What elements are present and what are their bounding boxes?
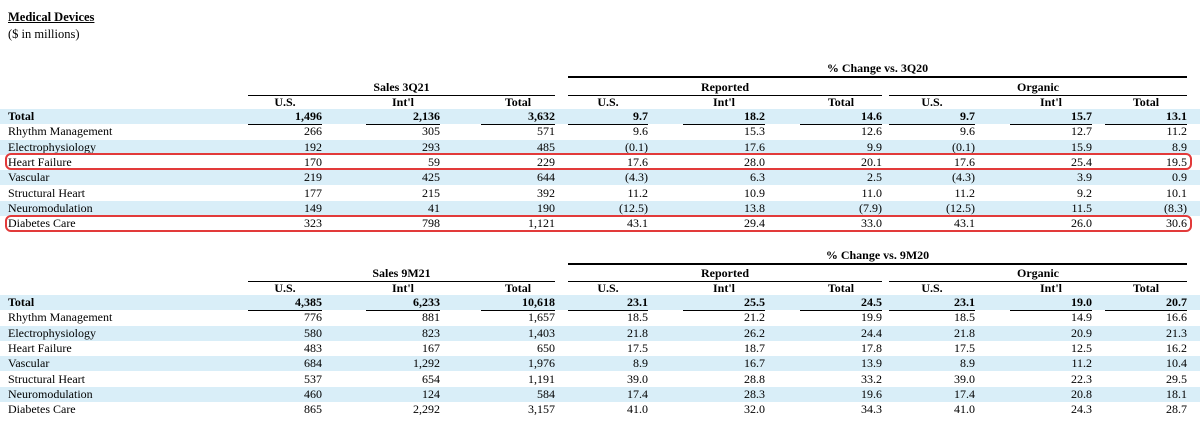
row-value: 25.5 [744, 295, 765, 309]
table-row [0, 356, 1200, 371]
table-row [0, 402, 1200, 417]
row-value: 21.8 [627, 325, 648, 340]
row-value: 17.4 [627, 386, 648, 401]
table-row [0, 140, 1200, 155]
row-value: (8.3) [1164, 200, 1187, 215]
row-value: 11.2 [1166, 124, 1187, 139]
row-value: 483 [304, 340, 322, 355]
row-value: 9.7 [960, 109, 975, 123]
row-value: 9.6 [633, 124, 648, 139]
row-value: 584 [537, 386, 555, 401]
row-value: 305 [422, 124, 440, 139]
row-value: 177 [304, 185, 322, 200]
row-value: 10,618 [522, 295, 555, 309]
row-value: 11.5 [1071, 200, 1092, 215]
table-row [0, 372, 1200, 387]
pct-change-rule [568, 76, 1187, 78]
row-value: 18.2 [744, 109, 765, 123]
row-label: Vascular [8, 356, 50, 371]
row-value: 2,292 [413, 402, 440, 417]
row-value: 24.4 [861, 325, 882, 340]
row-value: 10.1 [1166, 185, 1187, 200]
row-value: 17.4 [954, 386, 975, 401]
row-value: 9.7 [633, 109, 648, 123]
highlight-box [5, 215, 1192, 232]
row-value: 11.2 [954, 185, 975, 200]
row-value: 229 [537, 154, 555, 169]
row-value: 41 [428, 200, 440, 215]
column-header: U.S. [274, 95, 296, 109]
row-value: 41.0 [954, 402, 975, 417]
column-header: Int'l [391, 95, 414, 109]
column-header: U.S. [921, 95, 943, 109]
row-value: 30.6 [1166, 216, 1187, 231]
row-label: Electrophysiology [8, 325, 96, 340]
column-header: Total [504, 95, 532, 109]
row-value: 12.6 [861, 124, 882, 139]
row-value: 293 [422, 139, 440, 154]
reported-group-header: Reported [701, 80, 749, 94]
row-value: 776 [304, 310, 322, 325]
row-value: 34.3 [861, 402, 882, 417]
row-value: (0.1) [625, 139, 648, 154]
table-row [0, 170, 1200, 185]
row-value: 215 [422, 185, 440, 200]
row-value: 823 [422, 325, 440, 340]
row-value: 190 [537, 200, 555, 215]
row-value: 16.6 [1166, 310, 1187, 325]
column-header: Int'l [391, 281, 414, 295]
row-value: 17.6 [744, 139, 765, 154]
row-value: 8.9 [633, 356, 648, 371]
row-value: 8.9 [960, 356, 975, 371]
row-value: 2.5 [867, 170, 882, 185]
row-value: (7.9) [859, 200, 882, 215]
row-value: 13.8 [744, 200, 765, 215]
row-value: (4.3) [952, 170, 975, 185]
row-label: Diabetes Care [8, 216, 76, 231]
row-value: 16.7 [744, 356, 765, 371]
table-row [0, 124, 1200, 139]
row-value: 12.5 [1071, 340, 1092, 355]
row-value: 266 [304, 124, 322, 139]
row-value: 20.8 [1071, 386, 1092, 401]
row-value: 684 [304, 356, 322, 371]
row-value: 21.8 [954, 325, 975, 340]
column-header: U.S. [921, 281, 943, 295]
row-value: 485 [537, 139, 555, 154]
row-label: Heart Failure [8, 154, 72, 169]
column-header: Total [1132, 95, 1160, 109]
row-value: 580 [304, 325, 322, 340]
row-value: 28.3 [744, 386, 765, 401]
row-value: 13.1 [1166, 109, 1187, 123]
row-label: Vascular [8, 170, 50, 185]
reported-group-header: Reported [701, 266, 749, 280]
row-value: 798 [422, 216, 440, 231]
row-value: (12.5) [619, 200, 648, 215]
organic-group-header: Organic [1017, 80, 1059, 94]
row-label: Total [8, 295, 35, 309]
row-value: 24.5 [861, 295, 882, 309]
row-value: 11.0 [861, 185, 882, 200]
row-value: 32.0 [744, 402, 765, 417]
row-value: 12.7 [1071, 124, 1092, 139]
row-value: 1,191 [528, 371, 555, 386]
row-value: 26.2 [744, 325, 765, 340]
row-value: 17.5 [954, 340, 975, 355]
row-value: 15.3 [744, 124, 765, 139]
row-value: 23.1 [627, 295, 648, 309]
row-value: 11.2 [1071, 356, 1092, 371]
row-value: 20.7 [1166, 295, 1187, 309]
row-value: 0.9 [1172, 170, 1187, 185]
row-value: 28.0 [744, 154, 765, 169]
column-header: Total [827, 95, 855, 109]
row-value: 10.9 [744, 185, 765, 200]
row-value: 17.8 [861, 340, 882, 355]
row-value: 1,976 [528, 356, 555, 371]
row-value: 20.9 [1071, 325, 1092, 340]
row-value: (0.1) [952, 139, 975, 154]
pct-change-header: % Change vs. 3Q20 [826, 61, 929, 75]
row-value: 17.5 [627, 340, 648, 355]
table-row [0, 341, 1200, 356]
row-value: 3,632 [528, 109, 555, 123]
row-value: 6.3 [750, 170, 765, 185]
row-value: 26.0 [1071, 216, 1092, 231]
row-value: 28.8 [744, 371, 765, 386]
table-row [0, 186, 1200, 201]
row-value: 4,385 [295, 295, 322, 309]
row-value: 9.2 [1077, 185, 1092, 200]
column-header: U.S. [597, 281, 619, 295]
section-title: Medical Devices [8, 10, 95, 24]
row-label: Neuromodulation [8, 386, 93, 401]
sales-group-header: Sales 3Q21 [373, 80, 430, 94]
row-value: 29.4 [744, 216, 765, 231]
sales-group-header: Sales 9M21 [372, 266, 431, 280]
row-label: Neuromodulation [8, 200, 93, 215]
row-value: 425 [422, 170, 440, 185]
row-value: 1,403 [528, 325, 555, 340]
row-value: 460 [304, 386, 322, 401]
row-value: 571 [537, 124, 555, 139]
column-header: Int'l [1039, 281, 1062, 295]
row-value: 392 [537, 185, 555, 200]
row-value: 3,157 [528, 402, 555, 417]
row-value: 537 [304, 371, 322, 386]
row-value: 19.9 [861, 310, 882, 325]
row-label: Total [8, 109, 35, 123]
row-value: 18.5 [627, 310, 648, 325]
row-value: 881 [422, 310, 440, 325]
row-value: 39.0 [954, 371, 975, 386]
row-value: 18.5 [954, 310, 975, 325]
row-value: 22.3 [1071, 371, 1092, 386]
pct-change-rule [568, 263, 1187, 265]
row-value: 644 [537, 170, 555, 185]
row-label: Structural Heart [8, 185, 85, 200]
row-value: 16.2 [1166, 340, 1187, 355]
row-label: Rhythm Management [8, 124, 113, 139]
row-value: 9.9 [867, 139, 882, 154]
column-header: Int'l [712, 95, 735, 109]
row-value: 11.2 [627, 185, 648, 200]
row-value: 14.6 [861, 109, 882, 123]
row-value: 19.5 [1166, 154, 1187, 169]
row-value: 19.6 [861, 386, 882, 401]
row-value: 28.7 [1166, 402, 1187, 417]
row-value: 1,121 [528, 216, 555, 231]
organic-group-header: Organic [1017, 266, 1059, 280]
table-row [0, 295, 1200, 310]
row-label: Electrophysiology [8, 139, 96, 154]
row-value: 33.0 [861, 216, 882, 231]
row-value: 6,233 [413, 295, 440, 309]
row-value: (4.3) [625, 170, 648, 185]
row-value: 20.1 [861, 154, 882, 169]
units-note: ($ in millions) [8, 27, 80, 41]
row-value: 650 [537, 340, 555, 355]
row-value: 39.0 [627, 371, 648, 386]
pct-change-header: % Change vs. 9M20 [825, 248, 930, 262]
row-value: 18.7 [744, 340, 765, 355]
column-header: Total [504, 281, 532, 295]
row-value: 1,292 [413, 356, 440, 371]
row-value: 323 [304, 216, 322, 231]
row-label: Rhythm Management [8, 310, 113, 325]
row-value: 43.1 [627, 216, 648, 231]
row-value: 124 [422, 386, 440, 401]
row-value: 19.0 [1071, 295, 1092, 309]
row-label: Heart Failure [8, 340, 72, 355]
row-label: Diabetes Care [8, 402, 76, 417]
row-value: 170 [304, 154, 322, 169]
column-header: Total [827, 281, 855, 295]
row-value: 21.2 [744, 310, 765, 325]
row-value: 41.0 [627, 402, 648, 417]
row-value: 149 [304, 200, 322, 215]
row-value: 23.1 [954, 295, 975, 309]
row-value: 1,496 [295, 109, 322, 123]
column-header: U.S. [597, 95, 619, 109]
row-value: 43.1 [954, 216, 975, 231]
row-value: 17.6 [627, 154, 648, 169]
row-value: 24.3 [1071, 402, 1092, 417]
row-value: 219 [304, 170, 322, 185]
row-value: 167 [422, 340, 440, 355]
row-value: 9.6 [960, 124, 975, 139]
row-value: 192 [304, 139, 322, 154]
table-row [0, 326, 1200, 341]
row-value: 59 [428, 154, 440, 169]
row-value: 865 [304, 402, 322, 417]
row-value: 15.9 [1071, 139, 1092, 154]
row-value: 25.4 [1071, 154, 1092, 169]
row-value: 29.5 [1166, 371, 1187, 386]
row-value: 17.6 [954, 154, 975, 169]
row-value: 10.4 [1166, 356, 1187, 371]
column-header: Total [1132, 281, 1160, 295]
table-row [0, 109, 1200, 124]
row-value: 18.1 [1166, 386, 1187, 401]
row-value: 8.9 [1172, 139, 1187, 154]
row-value: 13.9 [861, 356, 882, 371]
row-value: 33.2 [861, 371, 882, 386]
table-row [0, 387, 1200, 402]
row-value: 1,657 [528, 310, 555, 325]
row-value: 3.9 [1077, 170, 1092, 185]
row-value: 14.9 [1071, 310, 1092, 325]
column-header: Int'l [1039, 95, 1062, 109]
table-row [0, 310, 1200, 325]
highlight-box [5, 153, 1192, 170]
row-value: 15.7 [1071, 109, 1092, 123]
column-header: U.S. [274, 281, 296, 295]
row-value: 21.3 [1166, 325, 1187, 340]
row-value: (12.5) [946, 200, 975, 215]
column-header: Int'l [712, 281, 735, 295]
row-value: 654 [422, 371, 440, 386]
row-value: 2,136 [413, 109, 440, 123]
table-row [0, 201, 1200, 216]
row-label: Structural Heart [8, 371, 85, 386]
